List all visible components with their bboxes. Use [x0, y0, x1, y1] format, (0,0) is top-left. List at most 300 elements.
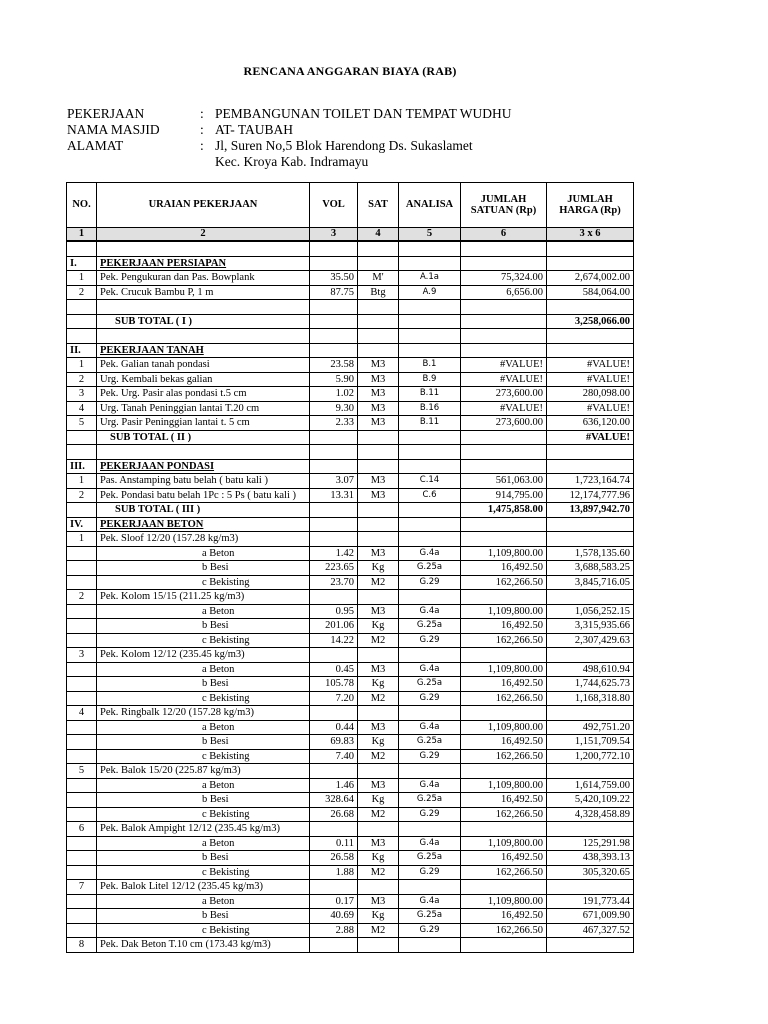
- col-number: 4: [358, 228, 399, 242]
- empty-cell: [358, 648, 399, 663]
- empty-cell: [547, 343, 634, 358]
- section-row: [67, 256, 634, 271]
- row-analisa: C.14: [399, 474, 461, 489]
- empty-cell: [358, 241, 399, 256]
- row-unit: Kg: [358, 677, 399, 692]
- empty-cell: [358, 880, 399, 895]
- empty-cell: [358, 822, 399, 837]
- row-unit-price: 914,795.00: [461, 488, 547, 503]
- row-total-price: 498,610.94: [547, 662, 634, 677]
- empty-cell: [310, 300, 358, 315]
- empty-cell: [399, 329, 461, 344]
- empty-cell: [67, 314, 97, 329]
- row-volume: 0.44: [310, 720, 358, 735]
- row-description: Urg. Kembali bekas galian: [97, 372, 310, 387]
- row-volume: 35.50: [310, 271, 358, 286]
- row-analisa: G.29: [399, 865, 461, 880]
- empty-cell: [310, 764, 358, 779]
- row-unit: M3: [358, 778, 399, 793]
- row-unit-price: 16,492.50: [461, 909, 547, 924]
- empty-cell: [358, 343, 399, 358]
- row-number: IV.: [67, 517, 97, 532]
- row-unit-price: 1,109,800.00: [461, 836, 547, 851]
- row-number: 4: [67, 401, 97, 416]
- row-total-price: 1,578,135.60: [547, 546, 634, 561]
- empty-cell: [547, 517, 634, 532]
- header-uraian: URAIAN PEKERJAAN: [97, 183, 310, 228]
- empty-cell: [547, 300, 634, 315]
- row-total-price: 636,120.00: [547, 416, 634, 431]
- info-separator: :: [200, 106, 204, 121]
- empty-cell: [399, 314, 461, 329]
- empty-cell: [310, 880, 358, 895]
- empty-cell: [461, 256, 547, 271]
- blank-row: [67, 241, 634, 256]
- empty-cell: [358, 503, 399, 518]
- info-label: [67, 154, 200, 170]
- row-unit-price: 1,109,800.00: [461, 894, 547, 909]
- group-description: Pek. Sloof 12/20 (157.28 kg/m3): [97, 532, 310, 547]
- row-analisa: G.4a: [399, 894, 461, 909]
- empty-cell: [310, 938, 358, 953]
- row-total-price: 1,151,709.54: [547, 735, 634, 750]
- row-unit-price: 1,109,800.00: [461, 604, 547, 619]
- table-row: [67, 488, 634, 503]
- sub-item-row: [67, 720, 634, 735]
- subtotal-label: SUB TOTAL ( II ): [97, 430, 310, 445]
- row-unit: Kg: [358, 619, 399, 634]
- row-total-price: 1,200,772.10: [547, 749, 634, 764]
- sub-item-row: [67, 546, 634, 561]
- row-volume: 26.68: [310, 807, 358, 822]
- row-unit-price: #VALUE!: [461, 372, 547, 387]
- row-number: 5: [67, 764, 97, 779]
- empty-cell: [67, 720, 97, 735]
- row-total-price: 5,420,109.22: [547, 793, 634, 808]
- row-unit-price: 16,492.50: [461, 619, 547, 634]
- info-value: Jl, Suren No,5 Blok Harendong Ds. Sukaslamet: [215, 138, 473, 153]
- row-description: b Besi: [97, 677, 310, 692]
- row-analisa: G.29: [399, 807, 461, 822]
- row-analisa: G.25a: [399, 677, 461, 692]
- row-analisa: G.25a: [399, 851, 461, 866]
- row-unit-price: 162,266.50: [461, 807, 547, 822]
- row-description: Pas. Anstamping batu belah ( batu kali ): [97, 474, 310, 489]
- empty-cell: [547, 648, 634, 663]
- row-unit: M2: [358, 691, 399, 706]
- row-unit: Kg: [358, 909, 399, 924]
- row-unit-price: 273,600.00: [461, 387, 547, 402]
- empty-cell: [358, 590, 399, 605]
- header-vol: VOL: [310, 183, 358, 228]
- row-total-price: 1,744,625.73: [547, 677, 634, 692]
- subtotal-row: [67, 503, 634, 518]
- empty-cell: [67, 546, 97, 561]
- row-unit: M2: [358, 633, 399, 648]
- empty-cell: [547, 938, 634, 953]
- row-analisa: G.4a: [399, 662, 461, 677]
- row-volume: 2.33: [310, 416, 358, 431]
- row-number: 1: [67, 532, 97, 547]
- col-number: 3: [310, 228, 358, 242]
- sub-item-row: [67, 633, 634, 648]
- col-number: 1: [67, 228, 97, 242]
- empty-cell: [358, 256, 399, 271]
- row-unit: M3: [358, 546, 399, 561]
- row-total-price: 671,009.90: [547, 909, 634, 924]
- info-separator: :: [200, 138, 204, 153]
- row-total-price: #VALUE!: [547, 358, 634, 373]
- sub-item-row: [67, 662, 634, 677]
- row-analisa: G.29: [399, 691, 461, 706]
- row-unit-price: 162,266.50: [461, 749, 547, 764]
- row-analisa: G.4a: [399, 778, 461, 793]
- empty-cell: [97, 329, 310, 344]
- column-number-row: [67, 228, 634, 242]
- empty-cell: [310, 256, 358, 271]
- empty-cell: [461, 517, 547, 532]
- row-unit-price: #VALUE!: [461, 358, 547, 373]
- row-analisa: B.1: [399, 358, 461, 373]
- group-description: Pek. Kolom 12/12 (235.45 kg/m3): [97, 648, 310, 663]
- empty-cell: [358, 329, 399, 344]
- empty-cell: [358, 517, 399, 532]
- empty-cell: [399, 445, 461, 460]
- table-row: [67, 358, 634, 373]
- rab-table-body: [67, 241, 634, 952]
- row-total-price: 467,327.52: [547, 923, 634, 938]
- empty-cell: [358, 445, 399, 460]
- empty-cell: [67, 677, 97, 692]
- empty-cell: [97, 445, 310, 460]
- sub-item-row: [67, 865, 634, 880]
- row-description: a Beton: [97, 720, 310, 735]
- empty-cell: [399, 517, 461, 532]
- row-total-price: 125,291.98: [547, 836, 634, 851]
- row-number: II.: [67, 343, 97, 358]
- empty-cell: [399, 590, 461, 605]
- row-unit: Kg: [358, 851, 399, 866]
- group-row: [67, 706, 634, 721]
- row-unit: M3: [358, 401, 399, 416]
- row-unit-price: 162,266.50: [461, 923, 547, 938]
- row-unit: M3: [358, 894, 399, 909]
- row-total-price: 584,064.00: [547, 285, 634, 300]
- subtotal-label: SUB TOTAL ( I ): [97, 314, 310, 329]
- empty-cell: [67, 923, 97, 938]
- subtotal-unit-price: [461, 430, 547, 445]
- row-description: Urg. Pasir Peninggian lantai t. 5 cm: [97, 416, 310, 431]
- row-number: 2: [67, 590, 97, 605]
- empty-cell: [310, 314, 358, 329]
- row-description: c Bekisting: [97, 575, 310, 590]
- sub-item-row: [67, 575, 634, 590]
- row-unit: M2: [358, 575, 399, 590]
- row-total-price: 305,320.65: [547, 865, 634, 880]
- empty-cell: [310, 459, 358, 474]
- sub-item-row: [67, 923, 634, 938]
- row-description: c Bekisting: [97, 923, 310, 938]
- empty-cell: [67, 241, 97, 256]
- empty-cell: [399, 880, 461, 895]
- empty-cell: [67, 445, 97, 460]
- empty-cell: [399, 503, 461, 518]
- row-volume: 0.11: [310, 836, 358, 851]
- row-description: c Bekisting: [97, 749, 310, 764]
- row-description: a Beton: [97, 604, 310, 619]
- row-volume: 328.64: [310, 793, 358, 808]
- row-total-price: 1,723,164.74: [547, 474, 634, 489]
- row-volume: 1.46: [310, 778, 358, 793]
- row-unit-price: 561,063.00: [461, 474, 547, 489]
- header-analisa: ANALISA: [399, 183, 461, 228]
- empty-cell: [67, 604, 97, 619]
- empty-cell: [310, 503, 358, 518]
- empty-cell: [547, 241, 634, 256]
- row-total-price: 280,098.00: [547, 387, 634, 402]
- row-unit-price: 273,600.00: [461, 416, 547, 431]
- row-total-price: 1,056,252.15: [547, 604, 634, 619]
- empty-cell: [399, 256, 461, 271]
- empty-cell: [310, 241, 358, 256]
- empty-cell: [67, 633, 97, 648]
- row-total-price: 438,393.13: [547, 851, 634, 866]
- row-description: c Bekisting: [97, 807, 310, 822]
- row-description: Pek. Pengukuran dan Pas. Bowplank: [97, 271, 310, 286]
- row-number: 3: [67, 387, 97, 402]
- sub-item-row: [67, 894, 634, 909]
- row-volume: 23.58: [310, 358, 358, 373]
- empty-cell: [310, 430, 358, 445]
- row-number: 7: [67, 880, 97, 895]
- empty-cell: [461, 590, 547, 605]
- info-row-alamat: [67, 138, 635, 154]
- empty-cell: [399, 300, 461, 315]
- row-analisa: B.16: [399, 401, 461, 416]
- empty-cell: [67, 619, 97, 634]
- document-title: RENCANA ANGGARAN BIAYA (RAB): [243, 64, 457, 78]
- row-volume: 40.69: [310, 909, 358, 924]
- empty-cell: [399, 343, 461, 358]
- row-volume: 14.22: [310, 633, 358, 648]
- section-title: PEKERJAAN PERSIAPAN: [97, 256, 310, 271]
- row-analisa: G.29: [399, 575, 461, 590]
- table-row: [67, 474, 634, 489]
- subtotal-row: [67, 314, 634, 329]
- subtotal-total: #VALUE!: [547, 430, 634, 445]
- info-label: PEKERJAAN: [67, 106, 145, 121]
- section-title: PEKERJAAN BETON: [97, 517, 310, 532]
- row-description: Pek. Urg. Pasir alas pondasi t.5 cm: [97, 387, 310, 402]
- row-description: a Beton: [97, 778, 310, 793]
- empty-cell: [461, 880, 547, 895]
- empty-cell: [461, 648, 547, 663]
- empty-cell: [461, 241, 547, 256]
- group-row: [67, 822, 634, 837]
- sub-item-row: [67, 619, 634, 634]
- group-description: Pek. Balok Ampight 12/12 (235.45 kg/m3): [97, 822, 310, 837]
- empty-cell: [461, 343, 547, 358]
- empty-cell: [67, 749, 97, 764]
- table-row: [67, 271, 634, 286]
- empty-cell: [310, 343, 358, 358]
- row-analisa: G.25a: [399, 561, 461, 576]
- empty-cell: [461, 459, 547, 474]
- empty-cell: [97, 241, 310, 256]
- row-volume: 69.83: [310, 735, 358, 750]
- sub-item-row: [67, 778, 634, 793]
- row-volume: 87.75: [310, 285, 358, 300]
- row-unit-price: 1,109,800.00: [461, 720, 547, 735]
- section-row: [67, 343, 634, 358]
- row-number: 2: [67, 488, 97, 503]
- row-unit: M2: [358, 749, 399, 764]
- empty-cell: [547, 706, 634, 721]
- empty-cell: [399, 459, 461, 474]
- empty-cell: [399, 822, 461, 837]
- subtotal-total: 3,258,066.00: [547, 314, 634, 329]
- row-analisa: G.29: [399, 749, 461, 764]
- row-unit: M2: [358, 923, 399, 938]
- row-unit: M3: [358, 387, 399, 402]
- sub-item-row: [67, 851, 634, 866]
- empty-cell: [67, 561, 97, 576]
- empty-cell: [358, 938, 399, 953]
- row-description: b Besi: [97, 619, 310, 634]
- row-analisa: G.4a: [399, 836, 461, 851]
- row-unit-price: 1,109,800.00: [461, 778, 547, 793]
- table-row: [67, 401, 634, 416]
- row-description: Urg. Tanah Peninggian lantai T.20 cm: [97, 401, 310, 416]
- row-unit-price: 75,324.00: [461, 271, 547, 286]
- row-volume: 0.95: [310, 604, 358, 619]
- empty-cell: [358, 430, 399, 445]
- empty-cell: [67, 807, 97, 822]
- section-row: [67, 517, 634, 532]
- empty-cell: [67, 793, 97, 808]
- empty-cell: [461, 822, 547, 837]
- empty-cell: [461, 706, 547, 721]
- empty-cell: [310, 706, 358, 721]
- row-unit-price: 162,266.50: [461, 691, 547, 706]
- project-info: [67, 106, 635, 170]
- row-number: I.: [67, 256, 97, 271]
- row-description: a Beton: [97, 546, 310, 561]
- section-title: PEKERJAAN PONDASI: [97, 459, 310, 474]
- empty-cell: [461, 445, 547, 460]
- empty-cell: [310, 532, 358, 547]
- empty-cell: [67, 909, 97, 924]
- header-row: [67, 183, 634, 228]
- subtotal-row: [67, 430, 634, 445]
- subtotal-unit-price: [461, 314, 547, 329]
- col-number: 6: [461, 228, 547, 242]
- row-number: 2: [67, 285, 97, 300]
- row-number: 6: [67, 822, 97, 837]
- row-volume: 3.07: [310, 474, 358, 489]
- group-description: Pek. Ringbalk 12/20 (157.28 kg/m3): [97, 706, 310, 721]
- row-total-price: 191,773.44: [547, 894, 634, 909]
- row-unit-price: 16,492.50: [461, 851, 547, 866]
- row-volume: 26.58: [310, 851, 358, 866]
- empty-cell: [310, 648, 358, 663]
- row-description: b Besi: [97, 851, 310, 866]
- row-unit-price: 162,266.50: [461, 575, 547, 590]
- row-analisa: A.9: [399, 285, 461, 300]
- empty-cell: [310, 329, 358, 344]
- row-unit: M3: [358, 358, 399, 373]
- row-number: 8: [67, 938, 97, 953]
- empty-cell: [67, 894, 97, 909]
- group-description: Pek. Balok 15/20 (225.87 kg/m3): [97, 764, 310, 779]
- row-description: a Beton: [97, 894, 310, 909]
- empty-cell: [310, 517, 358, 532]
- row-description: c Bekisting: [97, 633, 310, 648]
- row-volume: 1.88: [310, 865, 358, 880]
- row-number: 4: [67, 706, 97, 721]
- row-number: 1: [67, 271, 97, 286]
- group-description: Pek. Kolom 15/15 (211.25 kg/m3): [97, 590, 310, 605]
- row-unit: M3: [358, 604, 399, 619]
- row-description: b Besi: [97, 909, 310, 924]
- row-unit: M': [358, 271, 399, 286]
- row-analisa: G.4a: [399, 604, 461, 619]
- row-unit: Btg: [358, 285, 399, 300]
- row-volume: 5.90: [310, 372, 358, 387]
- blank-row: [67, 300, 634, 315]
- row-unit: M2: [358, 807, 399, 822]
- group-row: [67, 938, 634, 953]
- empty-cell: [67, 865, 97, 880]
- empty-cell: [547, 532, 634, 547]
- row-analisa: B.11: [399, 416, 461, 431]
- info-row-pekerjaan: [67, 106, 635, 122]
- row-analisa: G.25a: [399, 619, 461, 634]
- row-unit-price: 16,492.50: [461, 793, 547, 808]
- table-row: [67, 416, 634, 431]
- empty-cell: [67, 836, 97, 851]
- row-total-price: #VALUE!: [547, 372, 634, 387]
- empty-cell: [399, 430, 461, 445]
- empty-cell: [67, 662, 97, 677]
- row-total-price: 3,315,935.66: [547, 619, 634, 634]
- row-volume: 9.30: [310, 401, 358, 416]
- header-sat: SAT: [358, 183, 399, 228]
- row-description: a Beton: [97, 836, 310, 851]
- empty-cell: [399, 764, 461, 779]
- row-total-price: #VALUE!: [547, 401, 634, 416]
- info-value: PEMBANGUNAN TOILET DAN TEMPAT WUDHU: [215, 106, 512, 121]
- row-unit: Kg: [358, 561, 399, 576]
- row-description: Pek. Pondasi batu belah 1Pc : 5 Ps ( batu kali ): [97, 488, 310, 503]
- row-analisa: B.11: [399, 387, 461, 402]
- row-unit: M3: [358, 474, 399, 489]
- row-unit: M3: [358, 720, 399, 735]
- row-unit-price: 1,109,800.00: [461, 546, 547, 561]
- empty-cell: [547, 880, 634, 895]
- empty-cell: [547, 256, 634, 271]
- col-number: 5: [399, 228, 461, 242]
- row-volume: 223.65: [310, 561, 358, 576]
- row-unit: Kg: [358, 735, 399, 750]
- sub-item-row: [67, 604, 634, 619]
- row-unit-price: 162,266.50: [461, 865, 547, 880]
- row-unit-price: 16,492.50: [461, 561, 547, 576]
- row-volume: 7.20: [310, 691, 358, 706]
- blank-row: [67, 329, 634, 344]
- row-volume: 0.17: [310, 894, 358, 909]
- row-volume: 13.31: [310, 488, 358, 503]
